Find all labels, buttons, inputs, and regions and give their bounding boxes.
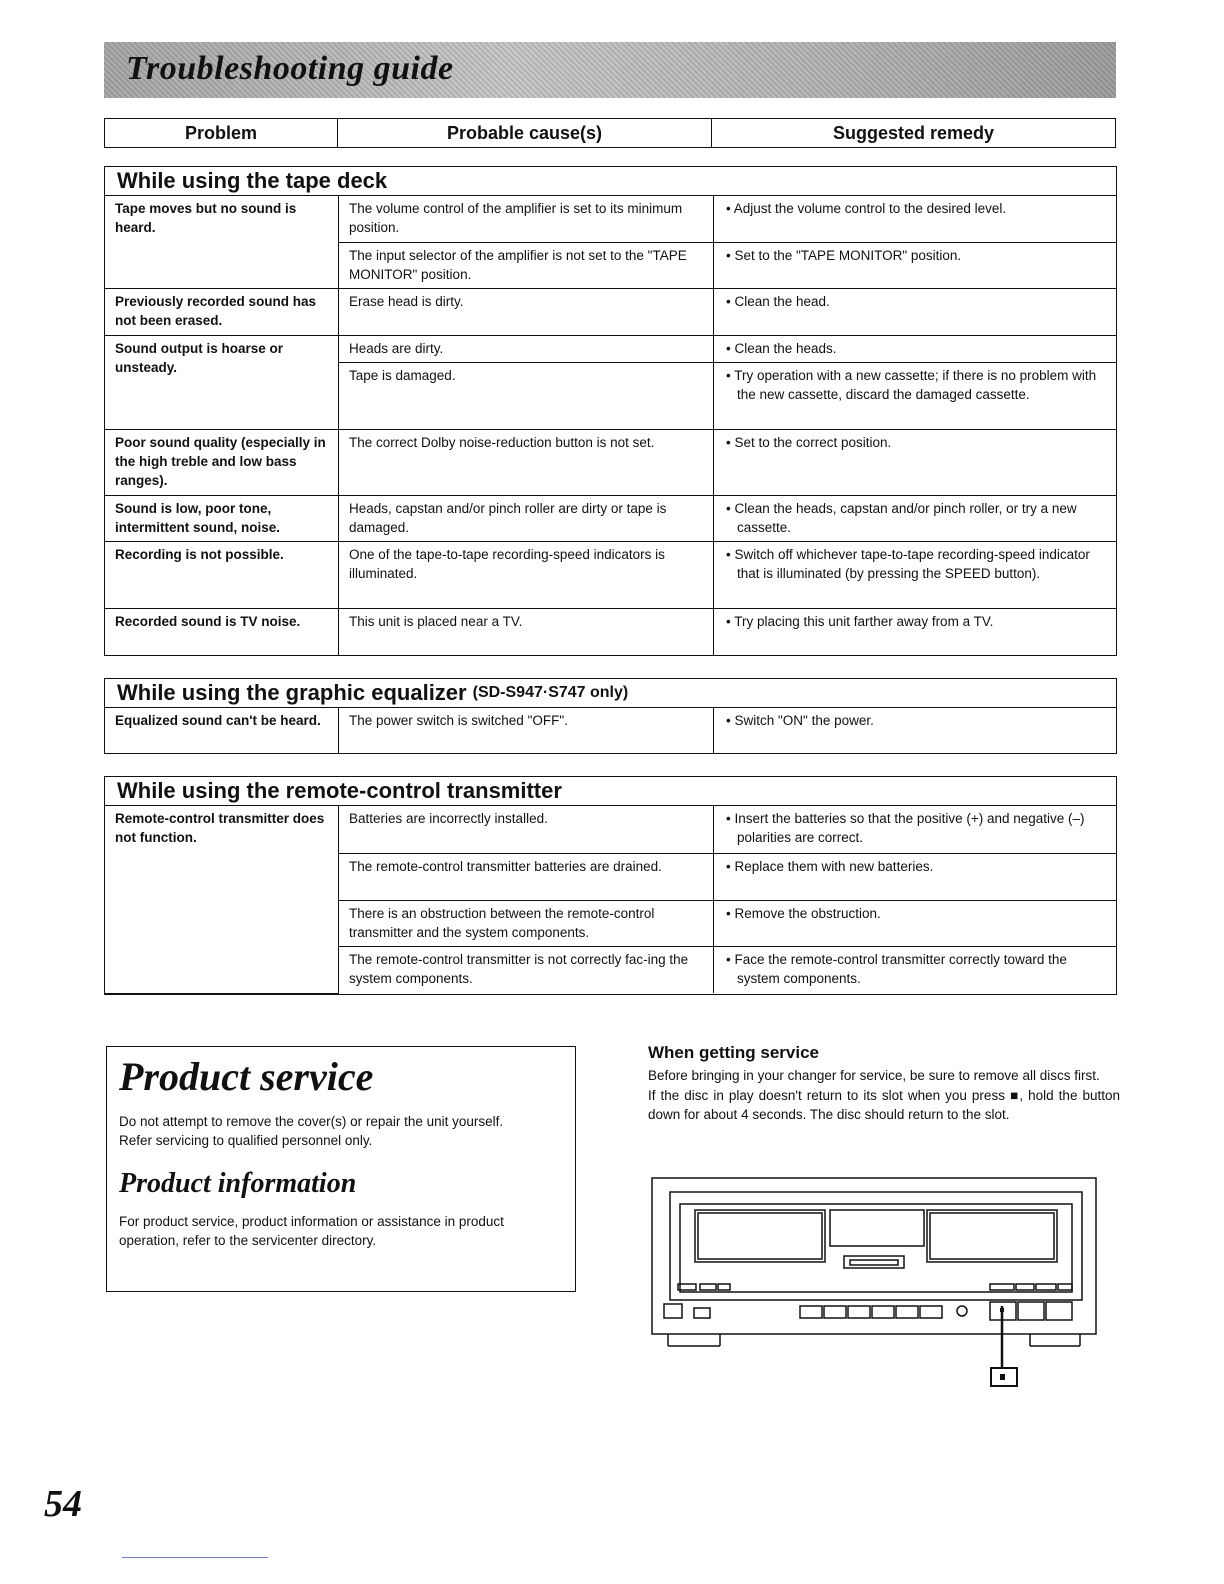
table-row bbox=[105, 429, 1116, 495]
product-service-title: Product service bbox=[119, 1054, 374, 1099]
remedy-cell: • Try operation with a new cassette; if there is no problem with the new cassette, discard the damaged cassette. bbox=[714, 362, 1117, 429]
problem-header: Problem bbox=[105, 119, 338, 147]
getting-service bbox=[648, 1043, 1120, 1125]
cause-cell: Batteries are incorrectly installed. bbox=[339, 806, 714, 853]
product-service-text: Do not attempt to remove the cover(s) or repair the unit yourself. bbox=[119, 1114, 504, 1129]
cause-cell: Tape is damaged. bbox=[339, 362, 714, 429]
table-row bbox=[105, 495, 1116, 541]
cause-cell: The input selector of the amplifier is not set to the "TAPE MONITOR" position. bbox=[339, 242, 714, 288]
cause-cell: There is an obstruction between the remote-control transmitter and the system components. bbox=[339, 900, 714, 946]
cause-cell: The power switch is switched "OFF". bbox=[339, 708, 714, 753]
section-graphic-equalizer bbox=[104, 678, 1117, 754]
table-row bbox=[105, 806, 1116, 853]
remedy-cell: • Set to the "TAPE MONITOR" position. bbox=[714, 242, 1117, 288]
section-remote-control bbox=[104, 776, 1117, 995]
problem-cell: Previously recorded sound has not been erased. bbox=[105, 288, 339, 335]
troubleshooting-table bbox=[105, 708, 1116, 753]
remedy-header: Suggested remedy bbox=[832, 122, 995, 143]
page-title: Troubleshooting guide bbox=[126, 50, 454, 87]
problem-cell: Tape moves but no sound is heard. bbox=[105, 196, 339, 288]
product-service-box bbox=[106, 1046, 576, 1292]
table-row bbox=[105, 335, 1116, 362]
section-tape-deck bbox=[104, 166, 1117, 656]
table-row bbox=[105, 708, 1116, 753]
remedy-cell: • Clean the head. bbox=[714, 288, 1117, 335]
product-information-title: Product information bbox=[119, 1168, 357, 1199]
section-title: While using the graphic equalizer (SD-S947·S747 only) bbox=[105, 679, 1116, 708]
cause-cell: The remote-control transmitter batteries are drained. bbox=[339, 853, 714, 900]
remedy-cell: • Switch off whichever tape-to-tape recording-speed indicator that is illuminated (by pressing the SPEED button). bbox=[714, 541, 1117, 608]
cd-changer-illustration bbox=[650, 1176, 1100, 1396]
remedy-cell: • Adjust the volume control to the desired level. bbox=[714, 196, 1117, 242]
troubleshooting-table bbox=[105, 196, 1116, 655]
footer-rule bbox=[122, 1557, 268, 1558]
remedy-cell: • Remove the obstruction. bbox=[714, 900, 1117, 946]
remedy-cell: • Face the remote-control transmitter correctly toward the system components. bbox=[726, 951, 1067, 986]
cause-cell: Heads, capstan and/or pinch roller are dirty or tape is damaged. bbox=[339, 495, 714, 541]
table-row bbox=[105, 196, 1116, 242]
cause-cell: This unit is placed near a TV. bbox=[339, 608, 714, 655]
problem-cell: Recorded sound is TV noise. bbox=[105, 608, 339, 655]
problem-cell: Poor sound quality (especially in the high treble and low bass ranges). bbox=[105, 429, 339, 495]
remedy-cell: • Replace them with new batteries. bbox=[714, 853, 1117, 900]
column-header bbox=[104, 118, 1116, 148]
remedy-cell: • Switch "ON" the power. bbox=[726, 713, 874, 728]
problem-cell: Sound output is hoarse or unsteady. bbox=[105, 335, 339, 429]
cause-header: Probable cause(s) bbox=[338, 119, 712, 147]
table-row bbox=[105, 541, 1116, 608]
cause-cell: The correct Dolby noise-reduction button is not set. bbox=[339, 429, 714, 495]
cause-cell: The volume control of the amplifier is set to its minimum position. bbox=[339, 196, 714, 242]
problem-cell: Equalized sound can't be heard. bbox=[105, 708, 339, 753]
table-row bbox=[105, 288, 1116, 335]
getting-service-text: If the disc in play doesn't return to its slot when you press ■, hold the button down for about 4 seconds. The disc should return to the slot. bbox=[648, 1087, 1120, 1122]
banner bbox=[104, 42, 1116, 98]
problem-cell: Remote-control transmitter does not function. bbox=[105, 806, 339, 993]
remedy-cell: • Insert the batteries so that the positive (+) and negative (–) polarities are correct. bbox=[714, 806, 1117, 853]
troubleshooting-table bbox=[105, 806, 1116, 994]
getting-service-title: When getting service bbox=[648, 1043, 819, 1062]
getting-service-text: Before bringing in your changer for service, be sure to remove all discs first. bbox=[648, 1068, 1100, 1083]
cause-cell: The remote-control transmitter is not correctly fac-ing the system components. bbox=[339, 946, 714, 993]
section-title: While using the tape deck bbox=[105, 167, 1116, 196]
remedy-cell: • Set to the correct position. bbox=[714, 429, 1117, 495]
cause-cell: Erase head is dirty. bbox=[339, 288, 714, 335]
section-title: While using the remote-control transmitter bbox=[105, 777, 1116, 806]
cause-cell: One of the tape-to-tape recording-speed indicators is illuminated. bbox=[339, 541, 714, 608]
problem-cell: Recording is not possible. bbox=[105, 541, 339, 608]
product-service-text: Refer servicing to qualified personnel only. bbox=[119, 1133, 373, 1148]
table-row bbox=[105, 608, 1116, 655]
cause-cell: Heads are dirty. bbox=[339, 335, 714, 362]
product-information-text: For product service, product information or assistance in product operation, refer to the servicenter directory. bbox=[119, 1214, 504, 1248]
page-number: 54 bbox=[44, 1483, 82, 1525]
remedy-cell: • Try placing this unit farther away from a TV. bbox=[726, 613, 994, 629]
problem-cell: Sound is low, poor tone, intermittent sound, noise. bbox=[105, 495, 339, 541]
remedy-cell: • Clean the heads, capstan and/or pinch roller, or try a new cassette. bbox=[714, 495, 1117, 541]
remedy-cell: • Clean the heads. bbox=[714, 335, 1117, 362]
